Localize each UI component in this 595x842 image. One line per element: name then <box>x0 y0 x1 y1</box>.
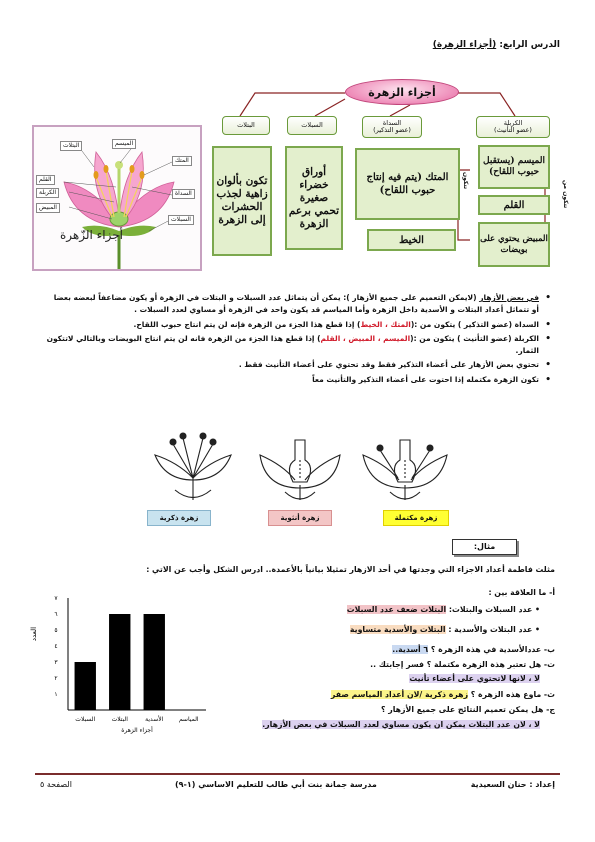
header-sepals: السبلات <box>287 116 337 135</box>
answer-j: لا ، لان عدد البتلات يمكن ان يكون مساوي لعدد السبلات في بعض الأزهار. <box>262 720 540 729</box>
box-stigma: الميسم (يستقبل حبوب اللقاح) <box>478 145 550 189</box>
list-item: • الكربلة (عضو التأنيث ) يتكون من :(الميسم ، المبيض ، القلم) إذا قطع هذا الجزء من الزهرة فانه لن يتم انتاج البويضات وبالتالي لاتتكون الثمار. <box>46 333 551 358</box>
label-consists-pistil: تتكون من <box>562 180 569 209</box>
chart-x-tick-label: المياسم <box>178 716 199 723</box>
chart-y-tick-label: ٤ <box>54 643 58 650</box>
header-stamen: السداة (عضو التذكير) <box>362 116 422 138</box>
example-label: مثال: <box>452 539 517 555</box>
box-petals-description: تكون بألوان زاهية لجذب الحشرات إلى الزهرة <box>212 146 272 256</box>
chart-y-tick-label: ٦ <box>54 611 58 618</box>
connector-sepals <box>315 99 345 116</box>
box-anther: المتك (يتم فيه إنتاج حبوب اللقاح) <box>355 148 460 220</box>
figure-label-pistil: الكربلة <box>36 188 59 198</box>
figure-label-petals: البتلات <box>60 141 82 151</box>
answer-a1: البتلات ضعف عدد السبلات <box>346 605 447 614</box>
lesson-title <box>433 40 560 50</box>
figure-label-sepals: السبلات <box>168 215 194 225</box>
list-item: • السداة (عضو التذكير ) يتكون من :(المتك ، الخيط) إذا قطع هذا الجزء من الزهرة فإنه لن يتم انتاج حبوب اللقاح. <box>46 319 551 331</box>
figure-label-ovary: المبيض <box>36 203 60 213</box>
chart-x-ticks <box>75 715 199 723</box>
answer-th: زهرة ذكرية /لان أعداد المياسم صفر <box>330 690 469 699</box>
connector-stamen <box>390 105 410 116</box>
header-pistil: الكربلة (عضو التأنيث) <box>476 116 550 138</box>
chart-bar <box>75 662 96 710</box>
question-t: ت- هل تعتبر هذة الزهرة مكتملة ؟ فسر إجابتك .. <box>370 660 555 669</box>
flower-parts-figure <box>32 125 202 271</box>
footer-page-number: الصفحة ٥ <box>40 780 72 789</box>
chart-y-label: العدد <box>30 626 38 642</box>
question-b: ب- عددالأسدية في هذة الزهرة ؟ ٦ أسدية.. <box>392 645 555 654</box>
chart-y-tick-label: ٥ <box>54 627 58 634</box>
chart-x-tick-label: الأسدية <box>145 716 164 723</box>
answer-t: لا ، لانها لاتحتوي على أعضاء تأنيث <box>409 674 540 683</box>
question-a2: • عدد البتلات والأسدية : البتلات والأسدية متساوية <box>349 625 540 634</box>
chart-bar <box>109 614 130 710</box>
footer-author: إعداد : حنان السعيدية <box>470 780 555 789</box>
box-sepals-description: أوراق خضراء صغيرة تحمي برعم الزهرة <box>285 146 343 250</box>
figure-label-stigma: الميسم <box>112 139 136 149</box>
footer-school: مدرسة جمانة بنت أبي طالب للتعليم الاساسي (١-٩) <box>175 780 377 789</box>
chart-bars <box>75 614 165 710</box>
lesson-name: (أجزاء الزهرة) <box>432 40 497 50</box>
box-style: القلم <box>478 195 550 215</box>
answer-a2: البتلات والأسدية متساوية <box>349 625 446 634</box>
flower-types-illustration <box>135 430 465 508</box>
connector-petals <box>240 93 345 116</box>
label-consists-stamen: تتكون <box>462 172 469 190</box>
question-j: ج- هل يمكن تعميم النتائج على جميع الأزهار ؟ <box>381 705 555 714</box>
list-item: • في بعض الأزهار (لايمكن التعميم على جميع الأزهار ): يمكن أن يتماثل عدد السبلات و البتلات في الزهرة أو يكون مضاعفاً لبعضه بعضا أو تتماثل أعداد البتلات و الأسدية داخل الزهرة وأما المياسم قد يكون واحد في الزهرة أو مساوي لعدد السبلات . <box>46 292 551 317</box>
question-a: أ- ما العلاقة بين : <box>488 588 555 597</box>
caption-complete-flower: زهرة مكتملة <box>383 510 449 526</box>
concept-map-title: أجزاء الزهرة <box>345 79 459 105</box>
chart-x-tick-label: البتلات <box>111 716 128 723</box>
box-filament: الخيط <box>367 229 456 251</box>
chart-y-tick-label: ٣ <box>54 659 58 666</box>
chart-y-tick-label: ٢ <box>54 675 58 682</box>
figure-caption: أجزاء الزّهرة <box>60 228 124 242</box>
connector-pistil <box>458 93 515 116</box>
caption-female-flower: زهرة أنثوية <box>268 510 332 526</box>
example-intro: مثلت فاطمة أعداد الاجزاء التي وجدتها في أحد الازهار تمثيلا بيانياً بالأعمدة.. ادرس الشكل وأجب عن الاتي : <box>146 565 555 574</box>
chart-y-tick-label: ٧ <box>54 595 58 602</box>
figure-label-style: القلم <box>36 175 55 185</box>
chart-y-ticks <box>54 595 58 698</box>
figure-label-stamen: السداة <box>172 189 195 199</box>
facts-list <box>46 292 551 388</box>
chart-bar <box>144 614 165 710</box>
list-item: • تكون الزهرة مكتمله إذا احتوت على أعضاء التذكير والتأنيث معاً <box>46 374 551 386</box>
header-petals: البتلات <box>222 116 270 135</box>
caption-male-flower: زهرة ذكرية <box>147 510 211 526</box>
chart-x-tick-label: السبلات <box>75 716 96 723</box>
parts-bar-chart <box>28 588 213 748</box>
list-item: • تحتوي بعض الأزهار على أعضاء التذكير فقط وقد تحتوي على أعضاء التأنيث فقط . <box>46 359 551 371</box>
figure-label-anther: المتك <box>172 156 192 166</box>
answer-b: ٦ أسدية.. <box>392 645 429 654</box>
footer-divider <box>35 773 560 775</box>
chart-y-tick-label: ١ <box>54 691 58 698</box>
question-a1: • عدد السبلات والبتلات: البتلات ضعف عدد السبلات <box>346 605 540 614</box>
chart-x-label: أجزاء الزهرة <box>121 727 153 734</box>
question-th: ث- ماوع هذه الزهرة ؟ زهرة ذكرية /لان أعداد المياسم صفر <box>330 690 555 699</box>
lesson-prefix: الدرس الرابع: <box>499 40 560 50</box>
box-ovary: المبيض يحتوي على بويضات <box>478 222 550 267</box>
